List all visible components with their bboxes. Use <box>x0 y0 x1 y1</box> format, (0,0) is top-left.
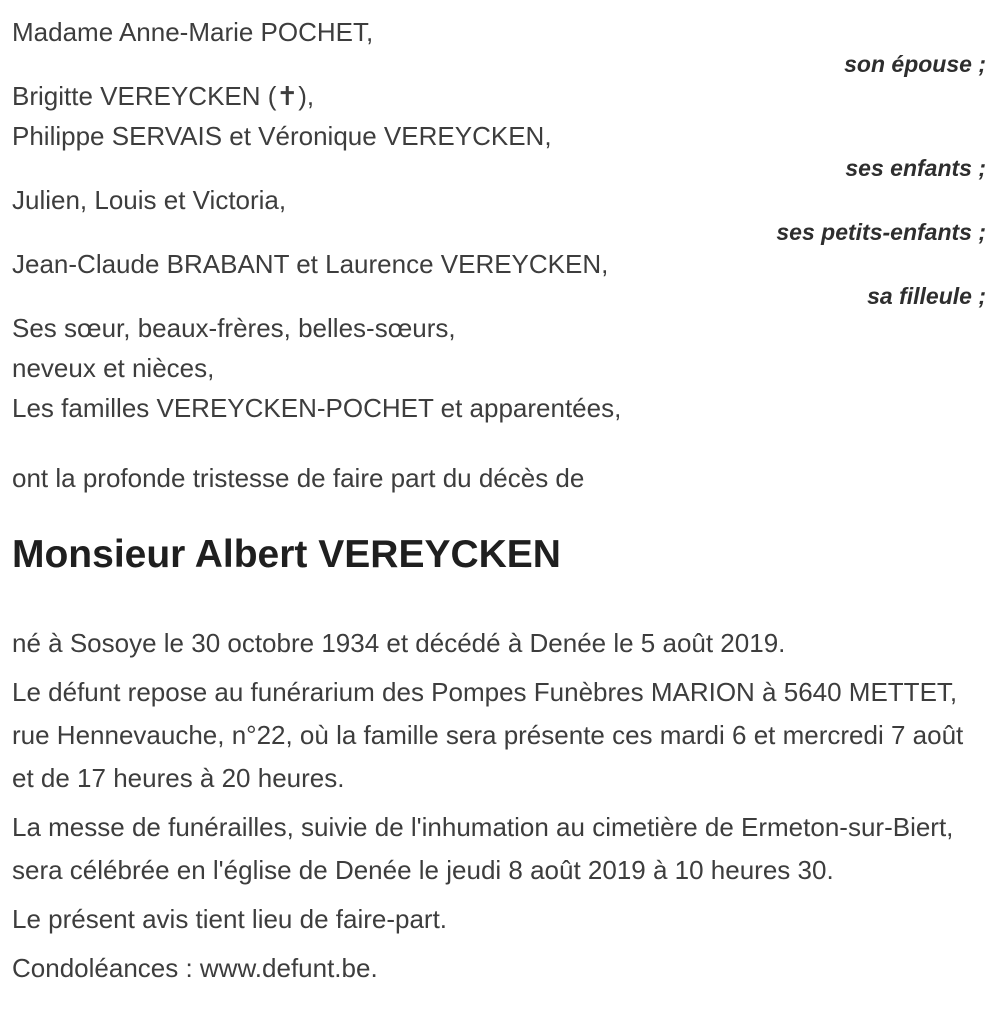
deceased-name: Monsieur Albert VEREYCKEN <box>12 533 561 576</box>
family-member-line-relatives-1: Ses sœur, beaux-frères, belles-sœurs, <box>12 313 456 343</box>
relation-label-goddaughter: sa filleule ; <box>867 283 986 309</box>
condolences-line: Condoléances : www.defunt.be. <box>12 953 378 983</box>
family-member-line-grandchildren: Julien, Louis et Victoria, <box>12 185 287 215</box>
family-section <box>12 12 986 428</box>
relation-label-children: ses enfants ; <box>845 155 986 181</box>
family-member-line-relatives-3: Les familles VEREYCKEN-POCHET et apparentées, <box>12 393 622 423</box>
family-member-line-relatives-2: neveux et nièces, <box>12 353 215 383</box>
announcement-intro: ont la profonde tristesse de faire part du décès de <box>12 463 585 493</box>
funeral-home-paragraph: Le défunt repose au funérarium des Pompes Funèbres MARION à 5640 METTET, rue Hennevauche, n°22, où la famille sera présente ces mardi 6 et mercredi 7 août et de 17 heures à 20 heures. <box>12 677 964 793</box>
family-member-line-child-1: Brigitte VEREYCKEN (✝), <box>12 81 315 111</box>
family-member-line-goddaughter: Jean-Claude BRABANT et Laurence VEREYCKEN, <box>12 249 609 279</box>
birth-death-line: né à Sosoye le 30 octobre 1934 et décédé à Denée le 5 août 2019. <box>12 628 786 658</box>
family-member-line-spouse: Madame Anne-Marie POCHET, <box>12 17 374 47</box>
relation-label-grandchildren: ses petits-enfants ; <box>776 219 986 245</box>
family-member-line-child-2: Philippe SERVAIS et Véronique VEREYCKEN, <box>12 121 552 151</box>
legal-notice-line: Le présent avis tient lieu de faire-part. <box>12 904 448 934</box>
relation-label-spouse: son épouse ; <box>844 51 986 77</box>
ceremony-paragraph: La messe de funérailles, suivie de l'inhumation au cimetière de Ermeton-sur-Biert, sera célébrée en l'église de Denée le jeudi 8 août 2019 à 10 heures 30. <box>12 812 954 885</box>
